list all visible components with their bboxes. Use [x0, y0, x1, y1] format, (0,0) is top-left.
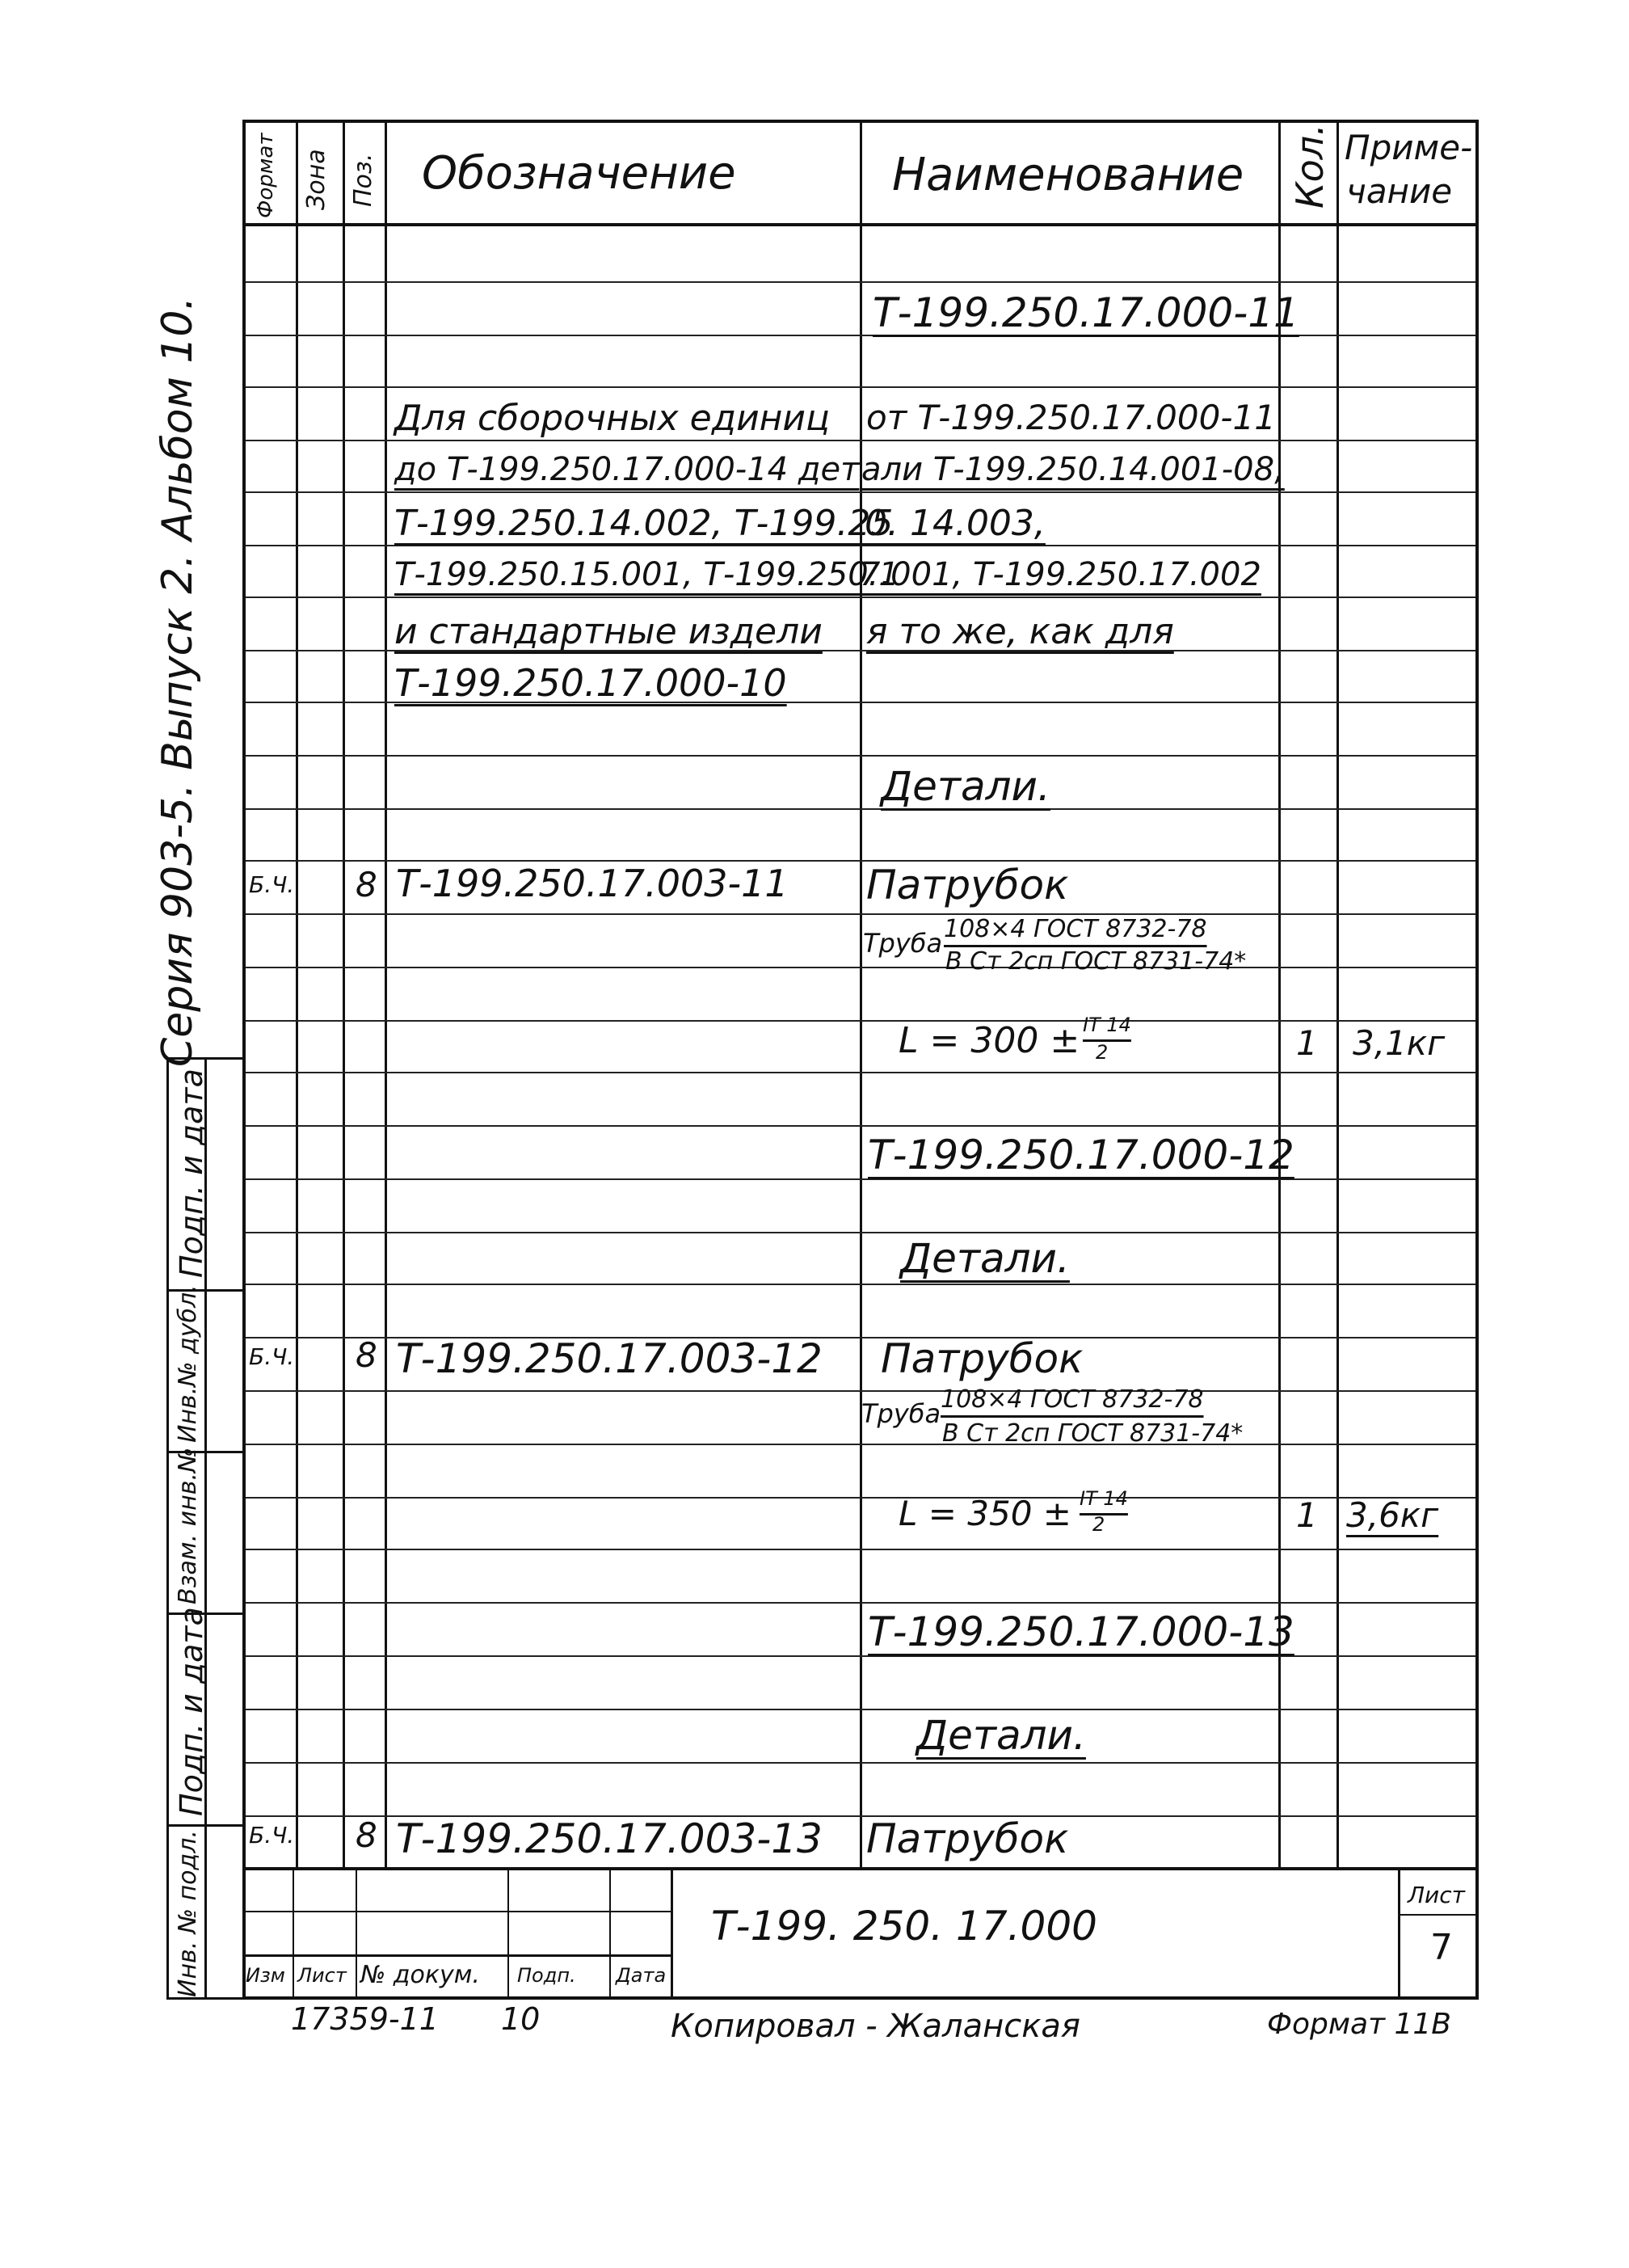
- strip-sign-date-2: Подп. и дата: [174, 1607, 209, 1816]
- assembly-11: Т-199.250.17.000-11: [873, 289, 1299, 336]
- note-line-5b: я то же, как для: [866, 611, 1174, 652]
- title-block: [242, 1867, 1479, 2000]
- pipe-spec-den-2: В Ст 2сп ГОСТ 8731-74*: [942, 1419, 1244, 1448]
- note-line-4a: Т-199.250.15.001, Т-199.250.1: [394, 556, 899, 593]
- designation-3: Т-199.250.17.003-13: [396, 1815, 823, 1862]
- header-name: Наименование: [892, 149, 1244, 201]
- note-line-3a: Т-199.250.14.002, Т-199.25: [394, 503, 894, 544]
- series-title: Серия 903-5. Выпуск 2. Альбом 10.: [154, 296, 202, 1067]
- pipe-label-2: Труба: [861, 1398, 941, 1429]
- format-1: Б.Ч.: [249, 871, 295, 898]
- details-heading-3: Детали.: [916, 1712, 1086, 1759]
- note-line-2b: али Т-199.250.14.001-08,: [861, 451, 1285, 488]
- strip-sign-date-1: Подп. и дата: [174, 1069, 209, 1278]
- note-line-3b: 0. 14.003,: [865, 503, 1046, 544]
- tolerance-num-2: IT 14: [1080, 1487, 1128, 1510]
- designation-1: Т-199.250.17.003-11: [396, 862, 789, 905]
- order-number: 17359-11: [291, 2001, 439, 2037]
- mass-1: 3,1кг: [1353, 1023, 1446, 1063]
- header-note-2: чание: [1346, 171, 1453, 211]
- stamp-podp: Подп.: [517, 1964, 576, 1987]
- pipe-label-1: Труба: [863, 928, 943, 959]
- note-line-5a: и стандартные издели: [394, 611, 823, 652]
- note-line-2a: до Т-199.250.17.000-14 дет: [394, 451, 860, 488]
- stamp-data: Дата: [616, 1964, 667, 1987]
- designation-2: Т-199.250.17.003-12: [396, 1335, 823, 1382]
- header-pos: Поз.: [349, 153, 377, 207]
- pos-3: 8: [356, 1815, 377, 1855]
- details-heading-2: Детали.: [900, 1235, 1070, 1282]
- length-1: L = 300 ±: [899, 1020, 1080, 1061]
- assembly-13: Т-199.250.17.000-13: [868, 1608, 1294, 1655]
- name-1: Патрубок: [866, 862, 1069, 908]
- header-designation: Обозначение: [422, 147, 736, 200]
- left-approval-strip: [166, 1057, 242, 2000]
- name-2: Патрубок: [881, 1335, 1084, 1382]
- header-note-1: Приме-: [1345, 128, 1473, 167]
- sheet-label: Лист: [1408, 1882, 1465, 1908]
- stamp-izm: Изм: [246, 1964, 285, 1987]
- strip-dup-inv: Инв.№ дубл.: [174, 1284, 202, 1443]
- name-3: Патрубок: [866, 1815, 1069, 1862]
- pipe-spec-num-2: 108×4 ГОСТ 8732-78: [941, 1385, 1204, 1414]
- sheet-number: 7: [1430, 1927, 1453, 1968]
- stamp-ndok: № докум.: [360, 1961, 480, 1989]
- header-format: Формат: [254, 133, 278, 218]
- strip-replace-inv: Взам. инв.№: [174, 1447, 202, 1604]
- paper-format: Формат 11В: [1267, 2008, 1452, 2041]
- note-line-1b: от Т-199.250.17.000-11: [866, 398, 1276, 437]
- specification-sheet: [242, 120, 1479, 2000]
- pos-2: 8: [356, 1335, 377, 1375]
- length-2: L = 350 ±: [899, 1494, 1071, 1533]
- copied-by: Копировал - Жаланская: [671, 2008, 1080, 2045]
- sheet-reference: 10: [501, 2001, 541, 2037]
- document-number: Т-199. 250. 17.000: [711, 1903, 1097, 1950]
- tolerance-num-1: IT 14: [1083, 1014, 1131, 1036]
- stamp-list: Лист: [297, 1964, 347, 1987]
- qty-2: 1: [1296, 1495, 1318, 1535]
- tolerance-den-2: 2: [1092, 1513, 1105, 1536]
- pos-1: 8: [356, 865, 377, 904]
- mass-2: 3,6кг: [1346, 1495, 1439, 1535]
- pipe-spec-den-1: В Ст 2сп ГОСТ 8731-74*: [945, 947, 1247, 976]
- strip-orig-inv: Инв. № подл.: [174, 1830, 202, 1997]
- header-qty: Кол.: [1288, 124, 1332, 209]
- format-3: Б.Ч.: [249, 1822, 295, 1849]
- assembly-12: Т-199.250.17.000-12: [868, 1132, 1294, 1178]
- note-line-4b: 7.001, Т-199.250.17.002: [860, 556, 1261, 593]
- note-line-6: Т-199.250.17.000-10: [394, 661, 787, 705]
- format-2: Б.Ч.: [249, 1343, 295, 1370]
- details-heading-1: Детали.: [881, 763, 1050, 810]
- note-line-1a: Для сборочных единиц: [394, 398, 830, 439]
- pipe-spec-num-1: 108×4 ГОСТ 8732-78: [944, 915, 1207, 943]
- tolerance-den-1: 2: [1096, 1041, 1109, 1064]
- header-zone: Зона: [302, 149, 330, 210]
- qty-1: 1: [1296, 1023, 1318, 1063]
